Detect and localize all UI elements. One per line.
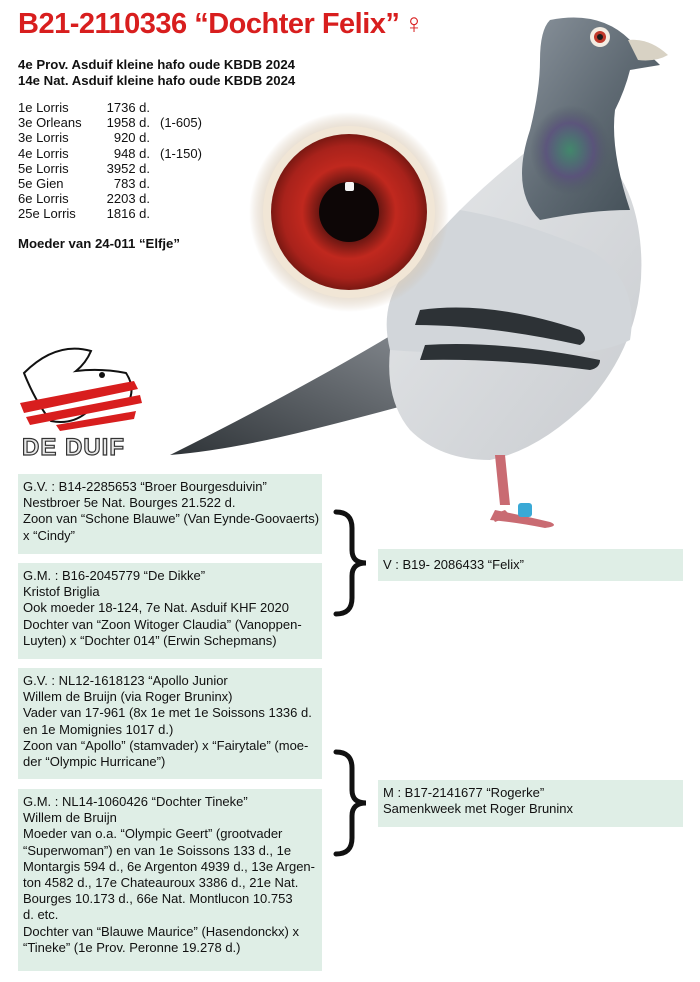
result-race: 6e Lorris: [18, 191, 69, 207]
pedigree-line: Dochter van “Zoon Witoger Claudia” (Vanoppen-: [23, 616, 302, 632]
pedigree-line: ton 4582 d., 17e Chateauroux 3386 d., 21e Nat.: [23, 875, 299, 891]
result-row: [18, 176, 202, 191]
pedigree-line: Moeder van o.a. “Olympic Geert” (grootvader: [23, 826, 283, 842]
result-note: (1-605): [160, 115, 202, 131]
brace-mother-icon: [330, 748, 370, 858]
pedigree-line: Vader van 17-961 (8x 1e met 1e Soissons 1336 d.: [23, 705, 312, 721]
pedigree-line: M : B17-2141677 “Rogerke”: [383, 785, 545, 800]
result-row: [18, 191, 202, 206]
pedigree-line: “Tineke” (1e Prov. Peronne 19.278 d.): [23, 939, 241, 955]
de-duif-logo: [16, 343, 146, 463]
pedigree-line: Dochter van “Blauwe Maurice” (Hasendonckx) x: [23, 923, 299, 939]
page-title: [18, 8, 424, 41]
pedigree-line: “Superwoman”) en van 1e Soissons 133 d., 1e: [23, 842, 292, 858]
results-list: [18, 100, 202, 222]
result-note: (1-150): [160, 145, 202, 161]
pedigree-line: d. etc.: [23, 907, 59, 923]
result-row: [18, 130, 202, 145]
pedigree-line: G.V. : B14-2285653 “Broer Bourgesduivin”: [23, 479, 267, 494]
result-dist: 3952 d.: [106, 160, 150, 176]
pedigree-line: Willem de Bruijn (via Roger Bruninx): [23, 689, 233, 705]
pedigree-line: Montargis 594 d., 6e Argenton 4939 d., 13e Argen-: [23, 858, 315, 874]
result-dist: 1958 d.: [106, 115, 150, 131]
pedigree-grandfather-paternal: [18, 474, 322, 554]
mother-of-text: Moeder van 24-011 “Elfje”: [18, 236, 180, 251]
pedigree-line: Kristof Briglia: [23, 584, 100, 600]
brace-father-icon: [330, 508, 370, 618]
pedigree-line: Ook moeder 18-124, 7e Nat. Asduif KHF 2020: [23, 600, 289, 616]
pedigree-line: G.M. : NL14-1060426 “Dochter Tineke”: [23, 794, 248, 809]
result-race: 1e Lorris: [18, 100, 69, 115]
logo-text: [22, 434, 125, 461]
title-text: B21-2110336 “Dochter Felix”: [18, 8, 400, 40]
result-race: 25e Lorris: [18, 206, 76, 222]
pedigree-father: [378, 549, 683, 581]
pedigree-line: Luyten) x “Dochter 014” (Erwin Schepmans): [23, 632, 277, 648]
result-race: 5e Lorris: [18, 160, 69, 176]
result-dist: 920 d.: [113, 130, 150, 146]
pedigree-line: Nestbroer 5e Nat. Bourges 21.522 d.: [23, 495, 236, 511]
pedigree-line: Zoon van “Schone Blauwe” (Van Eynde-Goovaerts): [23, 511, 320, 527]
female-symbol-icon: ♀: [403, 8, 424, 39]
result-row: [18, 146, 202, 161]
pedigree-grandmother-paternal: [18, 563, 322, 659]
pedigree-mother: [378, 780, 683, 827]
pedigree-line: Bourges 10.173 d., 66e Nat. Montlucon 10.753: [23, 891, 293, 907]
svg-text:DE DUIF: DE DUIF: [22, 434, 125, 461]
result-race: 4e Lorris: [18, 145, 69, 161]
result-dist: 948 d.: [113, 145, 150, 161]
pedigree-line: V : B19- 2086433 “Felix”: [383, 557, 524, 572]
pedigree-line: Zoon van “Apollo” (stamvader) x “Fairytale” (moe-: [23, 737, 309, 753]
achievements: [18, 57, 295, 88]
result-race: 5e Gien: [18, 176, 64, 192]
result-race: 3e Lorris: [18, 130, 69, 146]
result-row: [18, 100, 202, 115]
result-dist: 783 d.: [113, 176, 150, 192]
result-dist: 2203 d.: [106, 191, 150, 207]
result-dist: 1816 d.: [106, 206, 150, 222]
achievement-line: 4e Prov. Asduif kleine hafo oude KBDB 2024: [18, 57, 296, 72]
pedigree-line: G.M. : B16-2045779 “De Dikke”: [23, 568, 206, 583]
result-dist: 1736 d.: [106, 100, 150, 115]
pedigree-line: G.V. : NL12-1618123 “Apollo Junior: [23, 673, 228, 688]
pedigree-line: x “Cindy”: [23, 527, 76, 543]
result-row: [18, 115, 202, 130]
pedigree-line: Willem de Bruijn: [23, 810, 117, 826]
result-race: 3e Orleans: [18, 115, 82, 131]
pedigree-line: der “Olympic Hurricane”): [23, 754, 166, 770]
pedigree-line: Samenkweek met Roger Bruninx: [383, 801, 574, 817]
pedigree-line: en 1e Momignies 1017 d.): [23, 721, 174, 737]
eye-closeup-image: [247, 110, 451, 314]
pedigree-grandmother-maternal: [18, 789, 322, 971]
pedigree-grandfather-maternal: [18, 668, 322, 779]
achievement-line: 14e Nat. Asduif kleine hafo oude KBDB 2024: [18, 72, 296, 88]
result-row: [18, 206, 202, 221]
result-row: [18, 161, 202, 176]
